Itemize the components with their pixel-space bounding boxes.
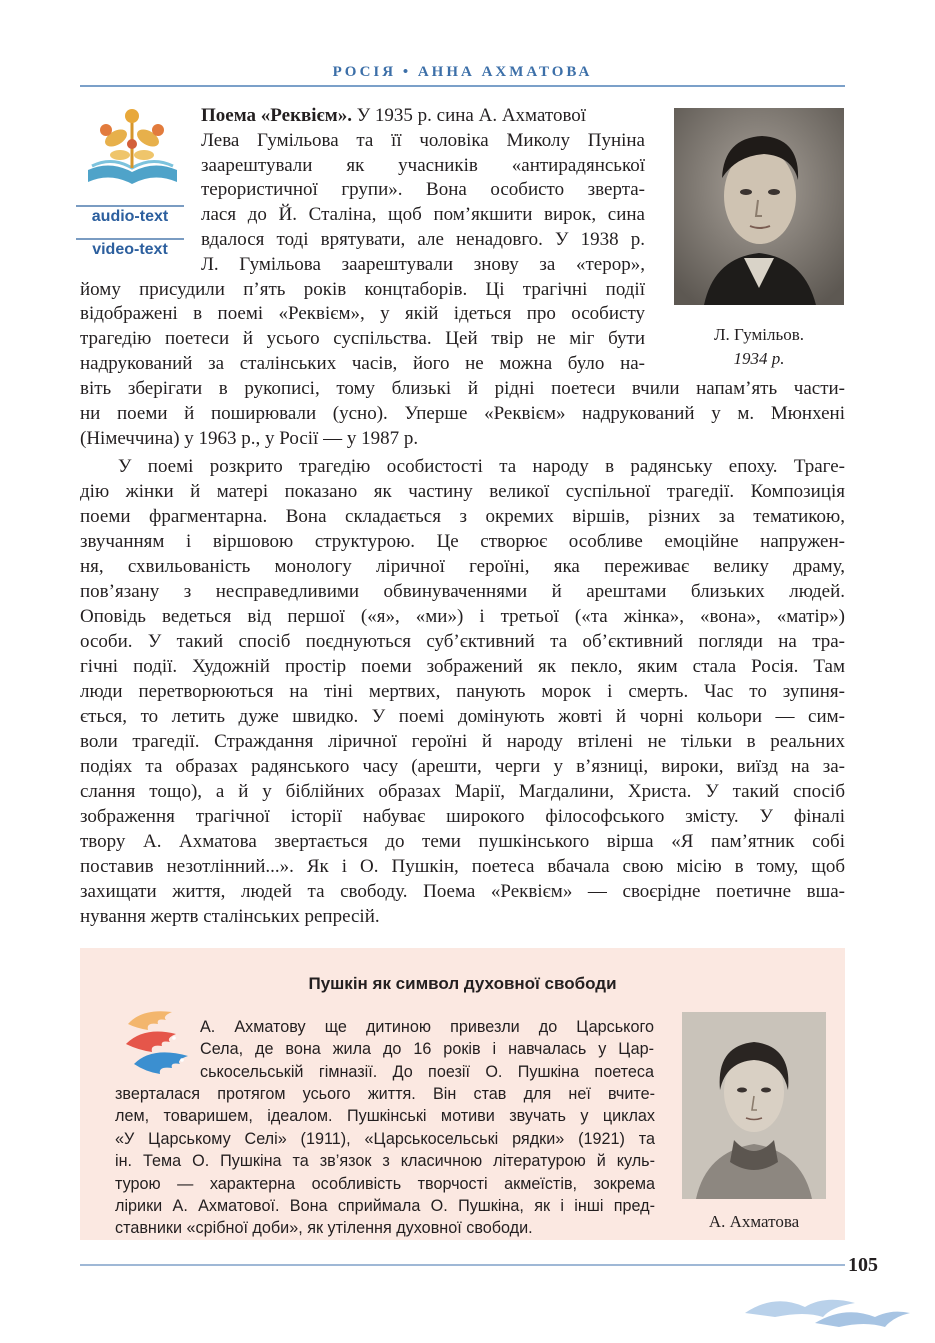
- para2-line-2: дію жінки й матері показано як частину великої суспільної трагедії. Композиція: [80, 481, 845, 502]
- para2-line-19: нування жертв сталінських репресій.: [80, 906, 380, 927]
- para2-line-5: ня, схвильованість монологу ліричної героїні, яка переживає велику драму,: [80, 556, 845, 577]
- box-line-3: ськосельській гімназії. До поезії О. Пушкіна поетеса: [200, 1062, 654, 1081]
- info-box-text: [200, 1016, 654, 1083]
- box-line-10: ставники «срібної доби», як утілення духовної свободи.: [115, 1219, 533, 1238]
- caption-year: 1934 р.: [733, 349, 785, 368]
- box-line-8: турою — характерна особливість творчості акмеїстів, зокрема: [115, 1174, 655, 1193]
- wings-icon: [122, 1004, 194, 1076]
- para2-line-11: ється, то летить дуже швидко. У поемі домінують жовті й чорні кольори — сим-: [80, 706, 845, 727]
- para2-line-1: У поемі розкрито трагедію особистості та народу в радянську епоху. Траге-: [118, 456, 845, 477]
- para1-line-2: Лева Гумільова та її чоловіка Миколу Пуніна: [201, 130, 645, 151]
- para2-line-6: пов’язану з несправедливими обвинуваченнями й арештами близьких людей.: [80, 581, 845, 602]
- page-number: 105: [848, 1254, 878, 1276]
- para2-line-18: захищати життя, людей та свободу. Поема «Реквієм» — своєрідне поетичне вша-: [80, 881, 845, 902]
- para1-line-11: надрукований за сталінських часів, його не можна було на-: [80, 353, 645, 374]
- para1-line-13: ни поеми й поширювали (усно). Уперше «Реквієм» надрукований у м. Мюнхені: [80, 403, 845, 424]
- audio-rule: [76, 205, 184, 207]
- para1-line-8: йому присудили п’ять років концтаборів. Ці трагічні події: [80, 279, 645, 300]
- footer-rule: [80, 1264, 845, 1266]
- para2-line-13: подіях та образах радянського часу (арешти, черги у в’язниці, вироки, виїзд на за-: [80, 756, 845, 777]
- para2-line-15: зображення трагічної історії набуває широкого філософського змісту. У фіналі: [80, 806, 845, 827]
- para2-line-4: звучанням і віршовою структурою. Це створює особливе емоційне напружен-: [80, 531, 845, 552]
- box-line-5: лем, товаришем, ідеалом. Пушкінські мотиви звучать у циклах: [115, 1107, 655, 1126]
- para1-line-1: Поема «Реквієм». У 1935 р. сина А. Ахматової: [201, 105, 587, 126]
- para2-line-9: гічні події. Художній простір поеми зображений як пекло, яким стала Росія. Там: [80, 656, 845, 677]
- para2-line-10: люди перетворюються на тіні мертвих, панують морок і смерть. Час то зупиня-: [80, 681, 845, 702]
- info-box-title: Пушкін як символ духовної свободи: [308, 974, 617, 993]
- birds-icon: [735, 1283, 915, 1333]
- para2-line-17: поставив незотлінний...». Як і О. Пушкін, поетеса вбачала свою місію в тому, щоб: [80, 856, 845, 877]
- akhmatova-photo: [682, 1012, 826, 1199]
- video-rule: [76, 238, 184, 240]
- photo-caption-box: А. Ахматова: [708, 1212, 800, 1231]
- header-rule: [80, 85, 845, 87]
- box-line-6: «У Царському Селі» (1911), «Царськосельські рядки» (1921) та: [115, 1129, 655, 1148]
- para2-line-8: особи. У такий спосіб поєднуються суб’єктивний та об’єктивний погляди на тра-: [80, 631, 845, 652]
- para1-lead: Поема «Реквієм».: [201, 105, 352, 126]
- para1-line-14: (Німеччина) у 1963 р., у Росії — у 1987 р.: [80, 428, 419, 449]
- gumilyov-photo: [674, 108, 844, 305]
- box-line-1: А. Ахматову ще дитиною привезли до Царського: [200, 1018, 654, 1036]
- photo-caption-top: [674, 323, 844, 371]
- para1-line-6: вдалося тоді врятувати, але ненадовго. У 1938 р.: [201, 229, 645, 250]
- para1-line-4: терористичної групи». Вона особисто зверта-: [201, 179, 645, 200]
- para2-line-14: слання тощо), а й у біблійних образах Марії, Магдалини, Христа. У такий спосіб: [80, 781, 845, 802]
- open-book-flower-icon: [80, 100, 185, 195]
- para1-line-7: Л. Гумільова заарештували знову за «терор»,: [201, 254, 645, 275]
- para1-line-5: лася до Й. Сталіна, щоб пом’якшити вирок, сина: [201, 204, 645, 225]
- caption-name: Л. Гумільов.: [714, 325, 804, 344]
- para1-line-10: трагедію поетеси й усього суспільства. Цей твір не міг бути: [80, 328, 645, 349]
- box-line-9: лірики А. Ахматової. Вона сприймала О. Пушкіна, як і інші пред-: [115, 1197, 655, 1216]
- para1-line-9: відображені в поемі «Реквієм», у якій ідеться про особисту: [80, 303, 645, 324]
- info-box-text-wide: [115, 1083, 655, 1240]
- para1-line-3: заарештували як учасників «антирадянської: [201, 155, 645, 176]
- para2-line-7: Оповідь ведеться від першої («я», «ми») і третьої («та жінка», «вона», «матір»): [80, 606, 845, 627]
- box-line-4: зверталася протягом усього життя. Він став для неї вчите-: [115, 1085, 655, 1103]
- audio-text-link[interactable]: audio-text: [91, 208, 169, 225]
- para2-line-12: воли трагедії. Страждання ліричної героїні й народу втілені не тільки в реальних: [80, 731, 845, 752]
- para2-line-3: поеми фрагментарна. Вона складається з окремих віршів, різних за тематикою,: [80, 506, 845, 527]
- box-line-2: Села, де вона жила до 16 років і навчалась у Цар-: [200, 1040, 654, 1059]
- video-text-link[interactable]: video-text: [92, 241, 168, 258]
- para1-line-12: віть зберігати в рукописі, тому близькі й рідні поетеси вчили напам’ять части-: [80, 378, 845, 399]
- para2-line-16: твору А. Ахматова звертається до теми пушкінського вірша «Я пам’ятник собі: [80, 831, 845, 852]
- box-line-7: ін. Тема О. Пушкіна та зв’язок з класичною літературою й куль-: [115, 1152, 655, 1171]
- running-header: РОСІЯ • АННА АХМАТОВА: [332, 64, 593, 80]
